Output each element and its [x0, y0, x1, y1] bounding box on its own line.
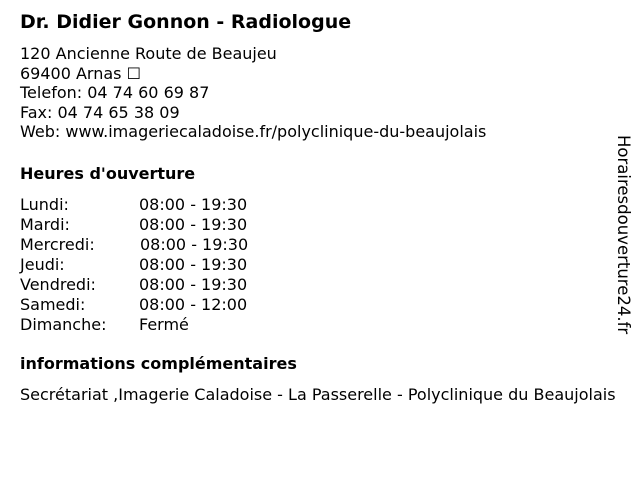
info-description: Secrétariat ,Imagerie Caladoise - La Passerelle - Polyclinique du Beaujolais: [20, 385, 616, 404]
hours-row-wednesday: [20, 235, 248, 255]
time-value: 08:00 - 19:30: [139, 255, 248, 274]
day-label: Jeudi:: [20, 255, 65, 274]
time-value: 08:00 - 19:30: [139, 275, 248, 294]
hours-row-saturday: [20, 295, 248, 315]
phone-line: Telefon: 04 74 60 69 87: [20, 83, 210, 102]
day-label: Vendredi:: [20, 275, 96, 294]
hours-row-friday: [20, 275, 248, 295]
time-value: 08:00 - 19:30: [139, 215, 248, 234]
day-label: Dimanche:: [20, 315, 107, 334]
time-value: 08:00 - 19:30: [140, 235, 249, 254]
map-marker-icon: ☐: [126, 63, 141, 83]
city-line: [20, 64, 486, 84]
opening-hours-table: [20, 195, 248, 335]
day-label: Mardi:: [20, 215, 70, 234]
day-label: Samedi:: [20, 295, 86, 314]
hours-heading: Heures d'ouverture: [20, 164, 196, 183]
hours-row-tuesday: [20, 215, 248, 235]
time-value: Fermé: [139, 315, 189, 334]
day-label: Mercredi:: [20, 235, 95, 254]
info-heading: informations complémentaires: [20, 354, 297, 373]
city-name: 69400 Arnas: [20, 63, 122, 83]
hours-row-monday: [20, 195, 248, 215]
day-label: Lundi:: [20, 195, 69, 214]
hours-row-sunday: [20, 315, 248, 335]
time-value: 08:00 - 12:00: [139, 295, 248, 314]
address-block: [20, 44, 486, 142]
street-address: 120 Ancienne Route de Beaujeu: [20, 44, 277, 63]
fax-line: Fax: 04 74 65 38 09: [20, 102, 180, 122]
time-value: 08:00 - 19:30: [139, 195, 248, 214]
website-link[interactable]: Web: www.imageriecaladoise.fr/polyclinique-du-beaujolais: [20, 122, 487, 141]
hours-row-thursday: [20, 255, 248, 275]
page-title: Dr. Didier Gonnon - Radiologue: [20, 11, 352, 33]
site-watermark: Horairesdouverture24.fr: [614, 135, 633, 335]
